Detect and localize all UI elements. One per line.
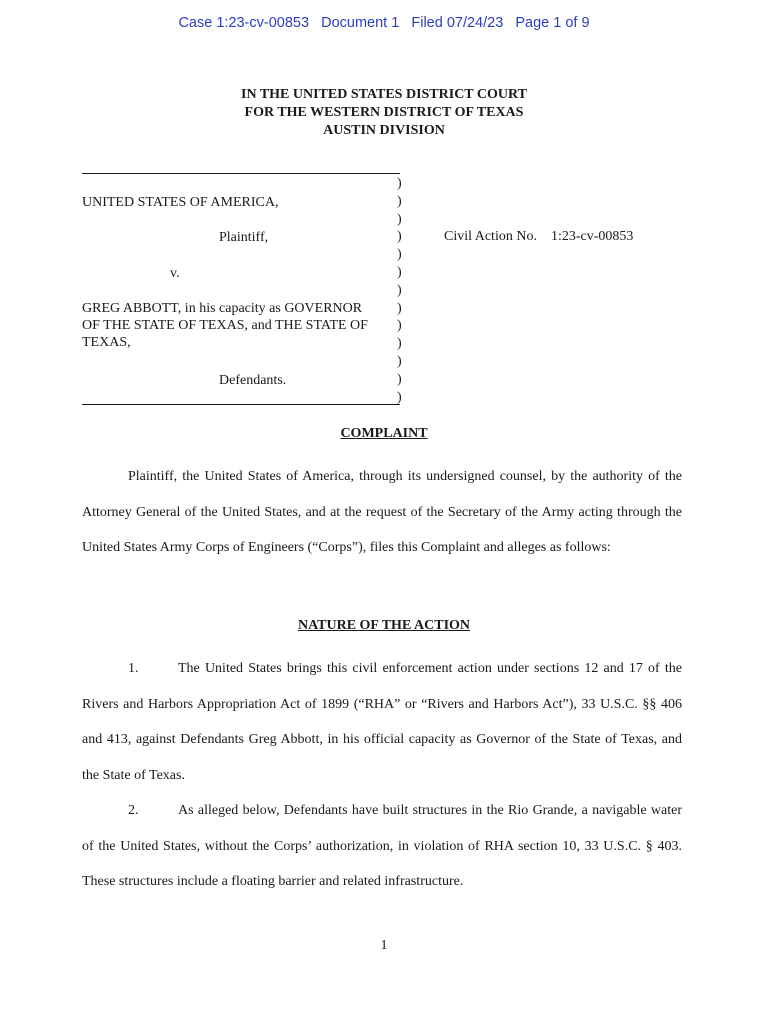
paren: ) — [397, 353, 402, 369]
paragraph-text: As alleged below, Defendants have built structures in the Rio Grande, a navigable water of the United States, without the Corps’ authorization, in violation of RHA section 10, 33 U.S.C. § 403. These structures include a floating barrier and related infrastructure. — [82, 803, 682, 889]
ecf-header-stamp: Case 1:23-cv-00853 Document 1 Filed 07/24/23 Page 1 of 9 — [178, 15, 590, 31]
defendant-line-3: TEXAS, — [82, 335, 131, 350]
court-line-1: IN THE UNITED STATES DISTRICT COURT — [241, 87, 527, 102]
intro-paragraph — [82, 459, 682, 566]
paren: ) — [397, 229, 402, 245]
paragraph-number: 1. — [128, 661, 139, 676]
plaintiff-role: Plaintiff, — [219, 230, 269, 245]
paren: ) — [397, 318, 402, 334]
paren: ) — [397, 193, 402, 209]
page-number: 1 — [380, 938, 388, 953]
nature-heading: NATURE OF THE ACTION — [297, 618, 471, 633]
civil-action-number: Civil Action No. 1:23-cv-00853 — [444, 229, 634, 244]
paren: ) — [397, 211, 402, 227]
paren: ) — [397, 264, 402, 280]
versus: v. — [170, 266, 180, 281]
paragraph-number: 2. — [128, 803, 139, 818]
paragraph-text: The United States brings this civil enforcement action under sections 12 and 17 of the Rivers and Harbors Appropriation Act of 1899 (“RHA” or “Rivers and Harbors Act”), 33 U.S.C. §§ 406 and 413, against Defendants Greg Abbott, in his official capacity as Governor of the State of Texas, and the State of Texas. — [82, 661, 682, 783]
caption-parentheses — [397, 175, 402, 406]
paren: ) — [397, 336, 402, 352]
caption-top-rule — [82, 173, 400, 174]
paren: ) — [397, 282, 402, 298]
numbered-paragraph — [82, 793, 682, 900]
court-line-3: AUSTIN DIVISION — [323, 123, 445, 138]
paren: ) — [397, 371, 402, 387]
defendant-role: Defendants. — [219, 373, 287, 388]
intro-text: Plaintiff, the United States of America, through its undersigned counsel, by the authority of the Attorney General of the United States, and at the request of the Secretary of the Army acting through the United States Army Corps of Engineers (“Corps”), files this Complaint and alleges as follows: — [82, 469, 682, 555]
paren: ) — [397, 247, 402, 263]
paren: ) — [397, 176, 402, 191]
paren: ) — [397, 300, 402, 316]
court-line-2: FOR THE WESTERN DISTRICT OF TEXAS — [244, 105, 524, 120]
paren: ) — [397, 389, 402, 405]
court-heading — [0, 86, 768, 140]
defendant-line-2: OF THE STATE OF TEXAS, and THE STATE OF — [82, 318, 368, 333]
complaint-heading: COMPLAINT — [340, 426, 428, 441]
defendant-line-1: GREG ABBOTT, in his capacity as GOVERNOR — [82, 301, 363, 316]
plaintiff-name: UNITED STATES OF AMERICA, — [82, 195, 279, 210]
caption-bottom-rule — [82, 404, 400, 405]
numbered-paragraph — [82, 651, 682, 793]
